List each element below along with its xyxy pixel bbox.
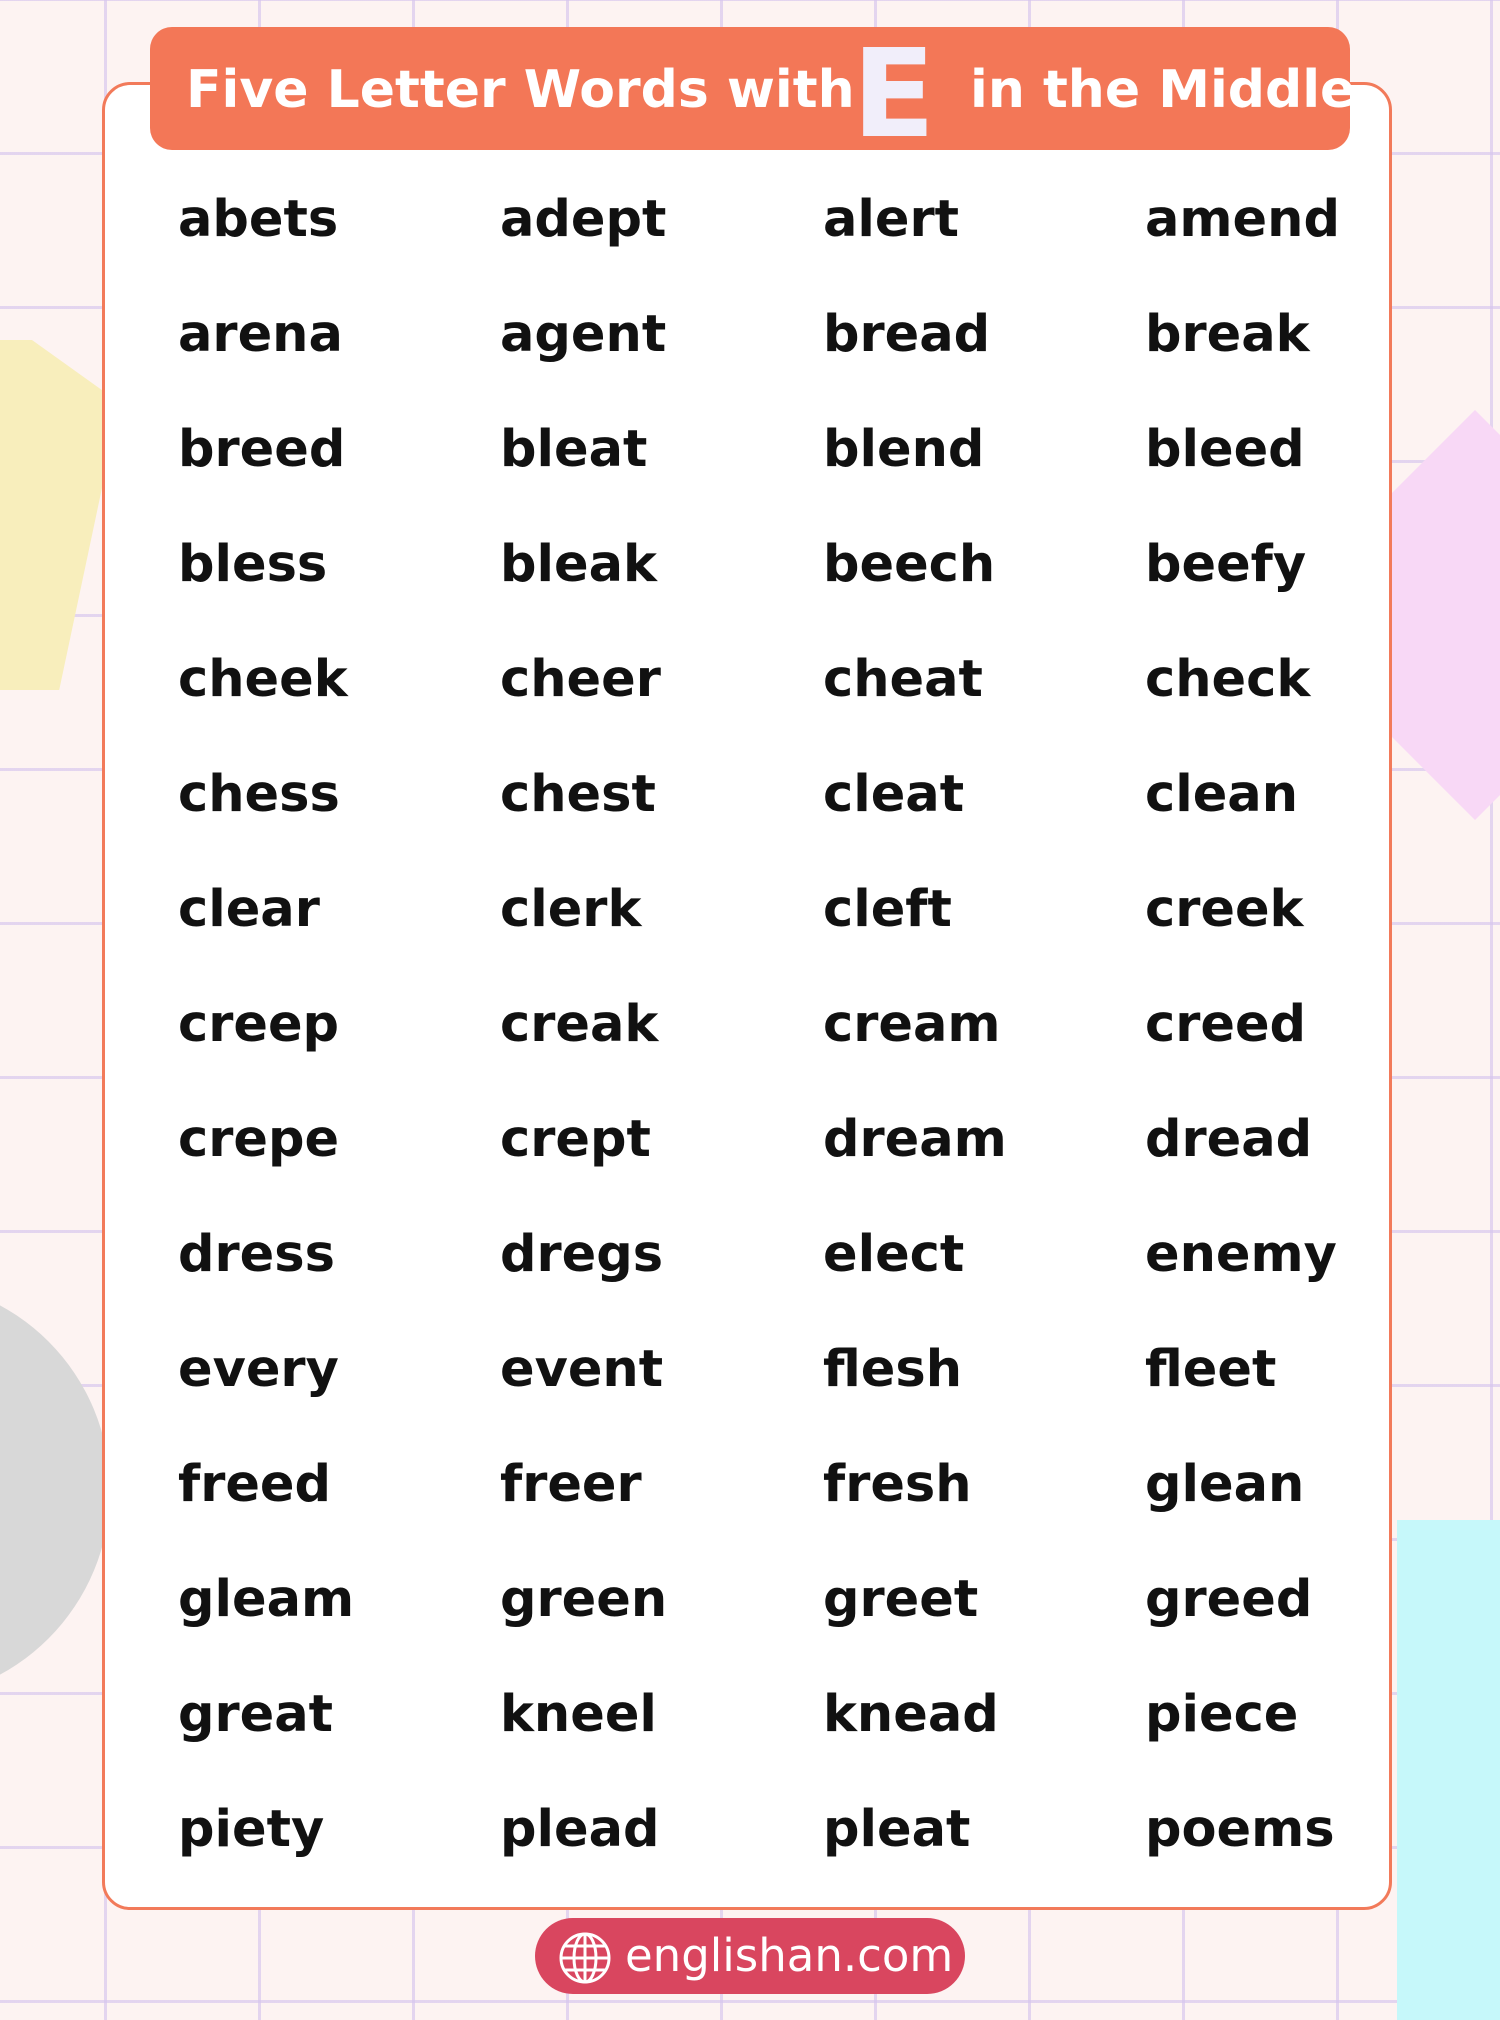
word-item: bleed — [1145, 420, 1305, 479]
word-item: greet — [823, 1570, 979, 1629]
word-item: clear — [178, 880, 320, 939]
word-item: kneel — [500, 1685, 657, 1744]
word-item: every — [178, 1340, 339, 1399]
website-badge[interactable] — [535, 1918, 965, 1994]
title-suffix: in the Middle — [970, 60, 1356, 120]
word-item: enemy — [1145, 1225, 1337, 1284]
word-item: event — [500, 1340, 664, 1399]
word-item: creak — [500, 995, 659, 1054]
word-item: flesh — [823, 1340, 963, 1399]
decorative-gray-circle — [0, 1280, 110, 1700]
word-item: fleet — [1145, 1340, 1277, 1399]
word-item: cream — [823, 995, 1001, 1054]
word-item: bread — [823, 305, 991, 364]
word-item: freer — [500, 1455, 642, 1514]
word-item: arena — [178, 305, 343, 364]
word-item: clerk — [500, 880, 642, 939]
word-item: blend — [823, 420, 985, 479]
word-item: poems — [1145, 1800, 1335, 1859]
globe-icon — [557, 1930, 613, 1986]
word-item: freed — [178, 1455, 332, 1514]
word-item: beech — [823, 535, 996, 594]
word-item: gleam — [178, 1570, 355, 1629]
title-prefix: Five Letter Words with — [186, 60, 855, 120]
title-letter: E — [852, 23, 936, 165]
word-item: cheat — [823, 650, 983, 709]
word-item: knead — [823, 1685, 999, 1744]
word-item: creep — [178, 995, 340, 1054]
word-item: breed — [178, 420, 346, 479]
word-item: fresh — [823, 1455, 972, 1514]
word-item: plead — [500, 1800, 660, 1859]
word-item: creek — [1145, 880, 1304, 939]
word-item: cheek — [178, 650, 348, 709]
word-item: dregs — [500, 1225, 664, 1284]
word-item: bless — [178, 535, 328, 594]
word-item: dress — [178, 1225, 335, 1284]
word-grid — [178, 180, 1468, 1905]
word-item: glean — [1145, 1455, 1305, 1514]
word-item: beefy — [1145, 535, 1307, 594]
word-item: amend — [1145, 190, 1340, 249]
word-item: alert — [823, 190, 960, 249]
word-item: bleat — [500, 420, 648, 479]
word-item: cleat — [823, 765, 965, 824]
title-banner — [150, 23, 1356, 165]
word-item: break — [1145, 305, 1310, 364]
word-item: chest — [500, 765, 656, 824]
word-item: clean — [1145, 765, 1299, 824]
word-item: pleat — [823, 1800, 971, 1859]
word-item: chess — [178, 765, 340, 824]
word-item: great — [178, 1685, 334, 1744]
word-item: dream — [823, 1110, 1007, 1169]
word-item: elect — [823, 1225, 965, 1284]
word-item: adept — [500, 190, 667, 249]
word-item: crept — [500, 1110, 651, 1169]
word-item: bleak — [500, 535, 657, 594]
word-item: dread — [1145, 1110, 1313, 1169]
word-item: cleft — [823, 880, 952, 939]
word-item: piece — [1145, 1685, 1299, 1744]
word-item: creed — [1145, 995, 1307, 1054]
word-item: cheer — [500, 650, 661, 709]
word-item: greed — [1145, 1570, 1313, 1629]
word-item: abets — [178, 190, 339, 249]
word-item: agent — [500, 305, 667, 364]
word-item: piety — [178, 1800, 325, 1859]
word-item: crepe — [178, 1110, 340, 1169]
website-url: englishan.com — [625, 1929, 954, 1982]
word-item: check — [1145, 650, 1311, 709]
word-item: green — [500, 1570, 668, 1629]
